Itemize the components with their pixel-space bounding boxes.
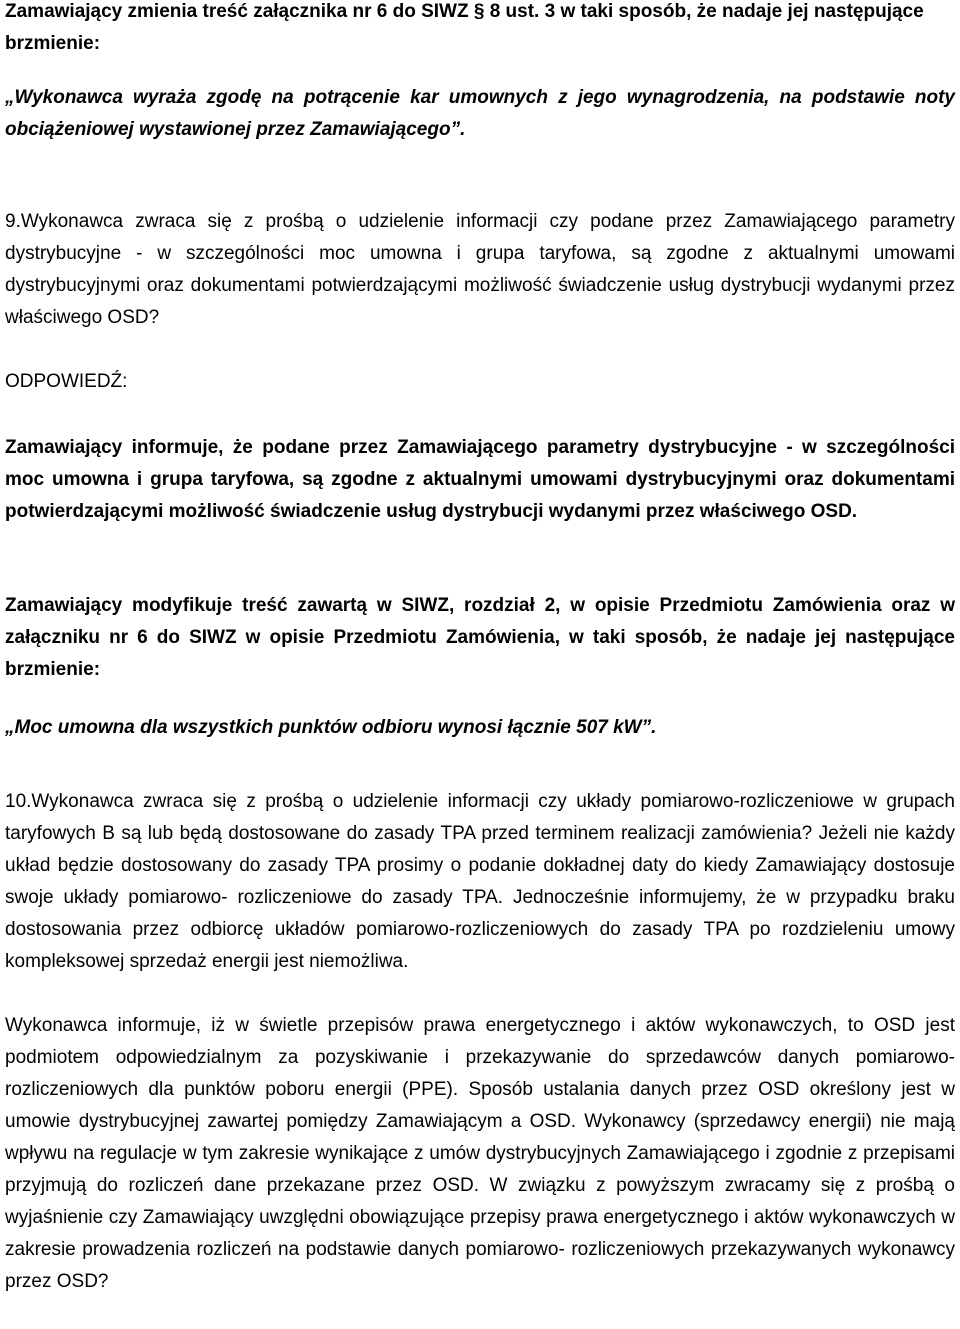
question-9: 9.Wykonawca zwraca się z prośbą o udzielenie informacji czy podane przez Zamawiającego parametry dystrybucyjne - w szczególności moc umowna i grupa taryfowa, są zgodne z aktualnymi umowami dystrybucyjnymi oraz dokumentami potwierdzającymi możliwość świadczenie usług dystrybucji wydanymi przez właściwego OSD? (5, 211, 955, 328)
contractor-info: Wykonawca informuje, iż w świetle przepisów prawa energetycznego i aktów wykonawczych, to OSD jest podmiotem odpowiedzialnym za pozyskiwanie i przekazywanie do sprzedawców danych pomiarowo- rozliczeniowych dla punktów poboru energii (PPE). Sposób ustalania danych przez OSD określony jest w umowie dystrybucyjnej zawartej pomiędzy Zamawiającym a OSD. Wykonawcy (sprzedawcy energii) nie mają wpływu na regulacje w tym zakresie wynikające z umów dystrybucyjnych Zamawiającego i zgodnie z przepisami przyjmują do rozliczeń dane przekazane przez OSD. W związku z powyższym zwracamy się z prośbą o wyjaśnienie czy Zamawiający uwzględni obowiązujące przepisy prawa energetycznego i aktów wykonawczych w zakresie prowadzenia rozliczeń na podstawie danych pomiarowo- rozliczeniowych przekazywanych wykonawcy przez OSD? (5, 1015, 955, 1292)
amendment-quote: „Wykonawca wyraża zgodę na potrącenie kar umownych z jego wynagrodzenia, na podstawie noty obciążeniowej wystawionej przez Zamawiającego”. (5, 87, 955, 140)
answer-label: ODPOWIEDŹ: (5, 371, 128, 392)
question-10: 10.Wykonawca zwraca się z prośbą o udzielenie informacji czy układy pomiarowo-rozliczeniowe w grupach taryfowych B są lub będą dostosowane do zasady TPA przed terminem realizacji zamówienia? Jeżeli nie każdy układ będzie dostosowany do zasady TPA prosimy o podanie dokładnej daty do kiedy Zamawiający dostosuje swoje układy pomiarowo- rozliczeniowe do zasady TPA. Jednocześnie informujemy, że w przypadku braku dostosowania przez odbiorcę układów pomiarowo-rozliczeniowych do zasady TPA po rozdzieleniu umowy kompleksowej sprzedaż energii jest niemożliwa. (5, 791, 955, 972)
modification-paragraph: Zamawiający modyfikuje treść zawartą w SIWZ, rozdział 2, w opisie Przedmiotu Zamówienia oraz w załączniku nr 6 do SIWZ w opisie Przedmiotu Zamówienia, w taki sposób, że nadaje jej następujące brzmienie: (5, 595, 955, 680)
answer-9: Zamawiający informuje, że podane przez Zamawiającego parametry dystrybucyjne - w szczególności moc umowna i grupa taryfowa, są zgodne z aktualnymi umowami dystrybucyjnymi oraz dokumentami potwierdzającymi możliwość świadczenie usług dystrybucji wydanymi przez właściwego OSD. (5, 437, 955, 522)
modification-quote: „Moc umowna dla wszystkich punktów odbioru wynosi łącznie 507 kW”. (5, 717, 657, 738)
amendment-intro: Zamawiający zmienia treść załącznika nr 6 do SIWZ § 8 ust. 3 w taki sposób, że nadaje jej następujące brzmienie: (5, 1, 924, 54)
